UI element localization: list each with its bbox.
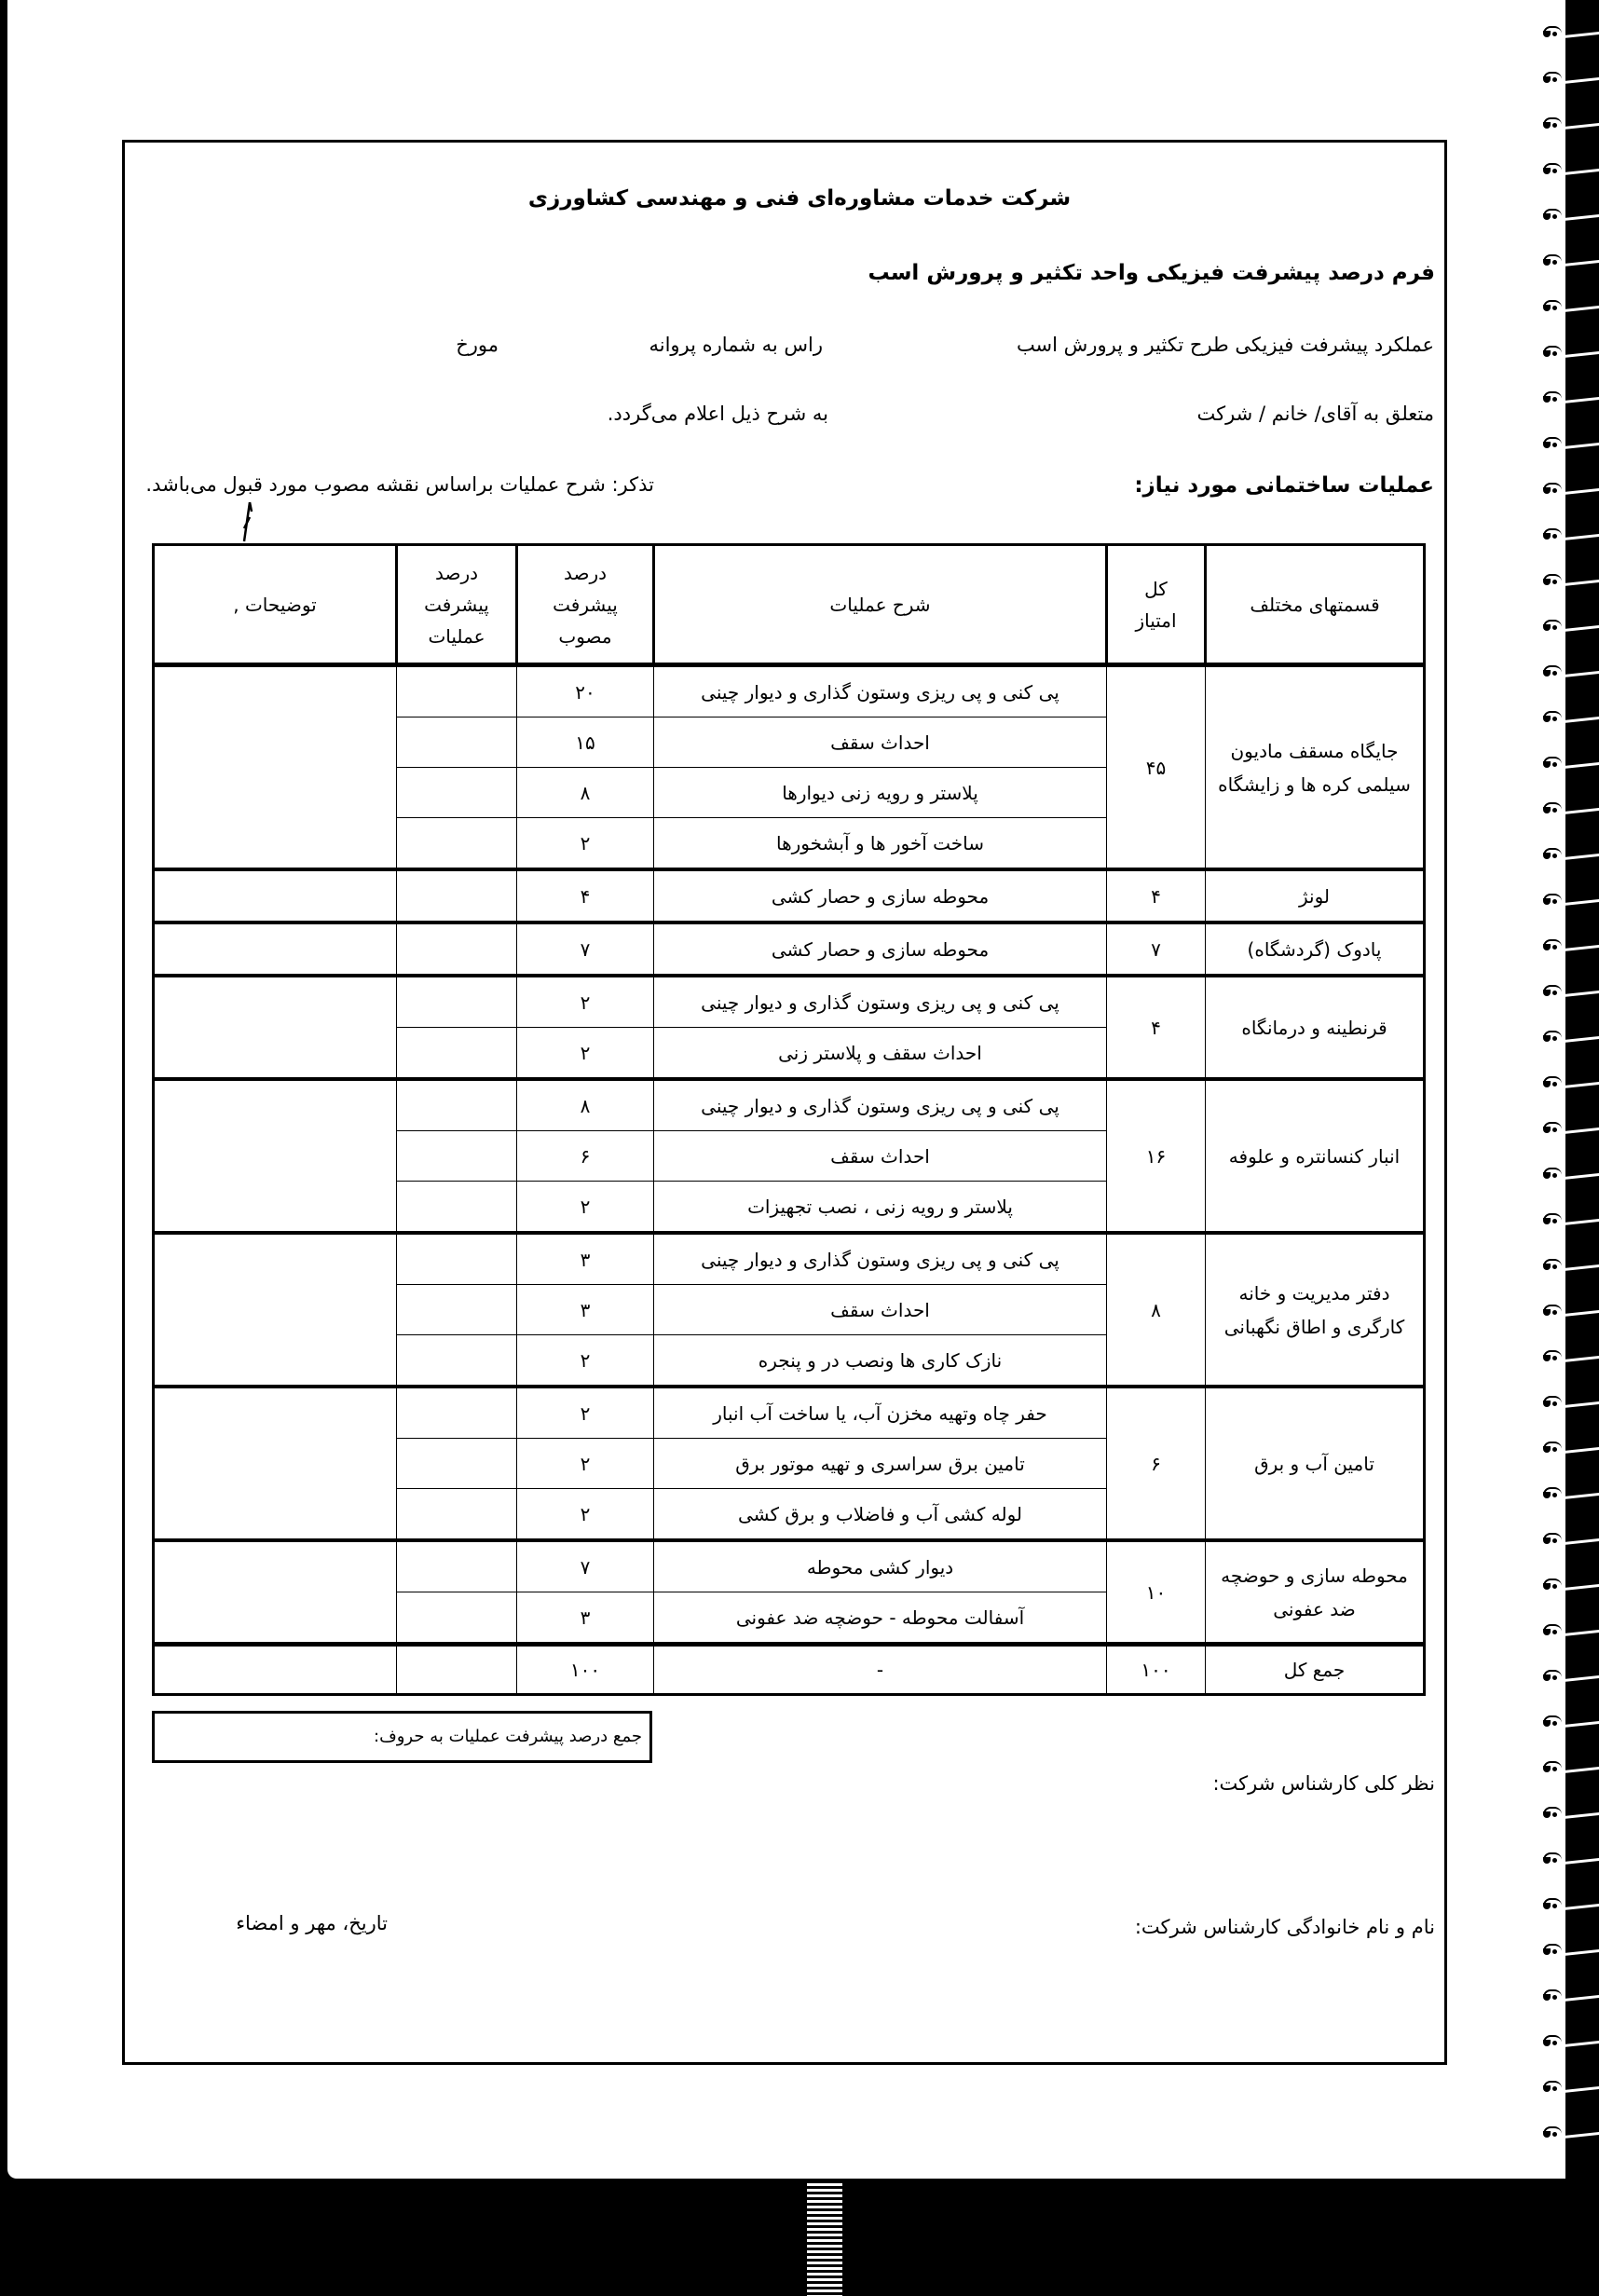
progress-pct-cell[interactable]	[397, 1439, 517, 1489]
bottom-binding-spine	[807, 2180, 842, 2296]
binding-coil-icon	[1543, 620, 1565, 631]
approved-pct-cell: ۶	[517, 1131, 654, 1182]
handwritten-pen-mark	[240, 500, 253, 543]
progress-pct-cell[interactable]	[397, 718, 517, 768]
binding-coil-icon	[1543, 711, 1565, 722]
binding-coil-icon	[1543, 391, 1565, 403]
binding-coil-icon	[1543, 1259, 1565, 1270]
binding-coil-icon	[1543, 483, 1565, 494]
total-progress-pct[interactable]	[397, 1645, 517, 1695]
binding-coil-icon	[1543, 1989, 1565, 2001]
binding-coil-icon	[1543, 1442, 1565, 1453]
approved-pct-cell: ۳	[517, 1233, 654, 1285]
binding-coil-icon	[1543, 26, 1565, 37]
company-name: شرکت خدمات مشاوره‌ای فنی و مهندسی کشاورزی	[527, 186, 1072, 211]
progress-pct-cell[interactable]	[397, 1489, 517, 1541]
notes-cell[interactable]	[154, 869, 397, 922]
approved-pct-cell: ۲	[517, 1335, 654, 1387]
binding-coil-icon	[1543, 1487, 1565, 1498]
owner-label: متعلق به آقای/ خانم / شرکت	[1196, 403, 1434, 425]
binding-coil-icon	[1543, 117, 1565, 129]
expert-name-label: نام و نام خانوادگی کارشناس شرکت:	[1134, 1916, 1435, 1938]
binding-coil-icon	[1543, 1944, 1565, 1955]
total-score-cell: ۱۶	[1107, 1079, 1206, 1233]
notes-cell[interactable]	[154, 1387, 397, 1540]
table-header-row	[154, 545, 1425, 665]
total-score-cell: ۷	[1107, 922, 1206, 976]
binding-coil-icon	[1543, 665, 1565, 676]
dated-label: مورخ	[456, 334, 499, 356]
total-score-cell: ۸	[1107, 1233, 1206, 1387]
approved-pct-cell: ۲	[517, 1387, 654, 1439]
operation-cell: پی کنی و پی ریزی وستون گذاری و دیوار چینی	[654, 1233, 1107, 1285]
progress-pct-cell[interactable]	[397, 1028, 517, 1080]
binding-coil-icon	[1543, 1122, 1565, 1133]
binding-coil-icon	[1543, 1213, 1565, 1224]
binding-coil-icon	[1543, 1624, 1565, 1635]
progress-pct-cell[interactable]	[397, 976, 517, 1028]
operation-cell: پلاستر و رویه زنی ، نصب تجهیزات	[654, 1182, 1107, 1234]
binding-coil-icon	[1543, 802, 1565, 813]
sum-in-words-box[interactable]	[152, 1711, 652, 1763]
operation-cell: احداث سقف	[654, 1285, 1107, 1335]
operation-cell: احداث سقف و پلاستر زنی	[654, 1028, 1107, 1080]
binding-coil-icon	[1543, 939, 1565, 950]
total-approved-pct: ۱۰۰	[517, 1645, 654, 1695]
table-row	[154, 922, 1425, 976]
approved-pct-cell: ۲	[517, 976, 654, 1028]
progress-pct-cell[interactable]	[397, 869, 517, 922]
progress-pct-cell[interactable]	[397, 665, 517, 718]
table-row	[154, 665, 1425, 718]
table-row	[154, 1233, 1425, 1285]
license-number-label: راس به شماره پروانه	[649, 334, 823, 356]
binding-coil-icon	[1543, 894, 1565, 905]
binding-coil-icon	[1543, 1076, 1565, 1087]
operation-cell: محوطه سازی و حصار کشی	[654, 869, 1107, 922]
binding-coil-icon	[1543, 1031, 1565, 1042]
approved-pct-cell: ۲	[517, 1028, 654, 1080]
spiral-binding-strip	[1565, 0, 1599, 2179]
approved-pct-cell: ۲۰	[517, 665, 654, 718]
operation-cell: آسفالت محوطه - حوضچه ضد عفونی	[654, 1592, 1107, 1645]
progress-pct-cell[interactable]	[397, 1182, 517, 1234]
operation-cell: لوله کشی آب و فاضلاب و برق کشی	[654, 1489, 1107, 1541]
binding-coil-icon	[1543, 1898, 1565, 1909]
progress-pct-cell[interactable]	[397, 1387, 517, 1439]
operation-cell: نازک کاری ها ونصب در و پنجره	[654, 1335, 1107, 1387]
progress-pct-cell[interactable]	[397, 1540, 517, 1592]
progress-pct-cell[interactable]	[397, 1079, 517, 1131]
progress-pct-cell[interactable]	[397, 1233, 517, 1285]
total-score-cell: ۶	[1107, 1387, 1206, 1540]
total-score-cell: ۴۵	[1107, 665, 1206, 870]
total-score-cell: ۴	[1107, 869, 1206, 922]
header-total-score: کل امتیاز	[1107, 545, 1206, 665]
operation-cell: محوطه سازی و حصار کشی	[654, 922, 1107, 976]
total-score-cell: ۱۰	[1107, 1540, 1206, 1645]
total-label: جمع کل	[1206, 1645, 1425, 1695]
operation-cell: دیوار کشی محوطه	[654, 1540, 1107, 1592]
binding-coil-icon	[1543, 2035, 1565, 2046]
table-row	[154, 1540, 1425, 1592]
section-cell: جایگاه مسقف مادیون سیلمی کره ها و زایشگاه	[1206, 665, 1425, 870]
binding-coil-icon	[1543, 1852, 1565, 1864]
sum-in-words-label: جمع درصد پیشرفت عملیات به حروف:	[374, 1727, 642, 1746]
operation-cell: احداث سقف	[654, 1131, 1107, 1182]
expert-opinion-label: نظر کلی کارشناس شرکت:	[1212, 1772, 1435, 1795]
date-stamp-signature-label: تاریخ، مهر و امضاء	[236, 1912, 388, 1934]
announce-text: به شرح ذیل اعلام می‌گردد.	[607, 403, 828, 425]
progress-table	[152, 543, 1426, 1696]
header-progress-pct: درصد پیشرفت عملیات	[397, 545, 517, 665]
operation-cell: تامین برق سراسری و تهیه موتور برق	[654, 1439, 1107, 1489]
operation-cell: حفر چاه وتهیه مخزن آب، یا ساخت آب انبار	[654, 1387, 1107, 1439]
table-total-row	[154, 1645, 1425, 1695]
binding-coil-icon	[1543, 1578, 1565, 1590]
header-operation: شرح عملیات	[654, 545, 1107, 665]
approved-pct-cell: ۸	[517, 768, 654, 818]
section-cell: محوطه سازی و حوضچه ضد عفونی	[1206, 1540, 1425, 1645]
operation-cell: پلاستر و رویه زنی دیوارها	[654, 768, 1107, 818]
notes-cell[interactable]	[154, 922, 397, 976]
form-title: فرم درصد پیشرفت فیزیکی واحد تکثیر و پرورش اسب	[868, 261, 1435, 285]
progress-pct-cell[interactable]	[397, 1592, 517, 1645]
table-row	[154, 976, 1425, 1028]
binding-coil-icon	[1543, 1807, 1565, 1818]
notes-cell[interactable]	[154, 1540, 397, 1645]
section-cell: دفتر مدیریت و خانه کارگری و اطاق نگهبانی	[1206, 1233, 1425, 1387]
operation-cell: پی کنی و پی ریزی وستون گذاری و دیوار چینی	[654, 1079, 1107, 1131]
header-approved-pct: درصد پیشرفت مصوب	[517, 545, 654, 665]
binding-coil-icon	[1543, 1761, 1565, 1772]
operation-cell: پی کنی و پی ریزی وستون گذاری و دیوار چینی	[654, 976, 1107, 1028]
section-cell: انبار کنسانتره و علوفه	[1206, 1079, 1425, 1233]
binding-coil-icon	[1543, 1533, 1565, 1544]
total-score-cell: ۴	[1107, 976, 1206, 1079]
binding-coil-icon	[1543, 848, 1565, 859]
binding-coil-icon	[1543, 300, 1565, 311]
total-operation: -	[654, 1645, 1107, 1695]
section-cell: تامین آب و برق	[1206, 1387, 1425, 1540]
required-operations-heading: عملیات ساختمانی مورد نیاز:	[1134, 473, 1434, 498]
approved-pct-cell: ۳	[517, 1592, 654, 1645]
binding-coil-icon	[1543, 437, 1565, 448]
total-score: ۱۰۰	[1107, 1645, 1206, 1695]
approved-pct-cell: ۲	[517, 1439, 654, 1489]
binding-coil-icon	[1543, 2081, 1565, 2092]
approved-pct-cell: ۳	[517, 1285, 654, 1335]
section-cell: پادوک (گردشگاه)	[1206, 922, 1425, 976]
total-notes[interactable]	[154, 1645, 397, 1695]
header-section: قسمتهای مختلف	[1206, 545, 1425, 665]
notes-cell[interactable]	[154, 1233, 397, 1387]
operation-cell: ساخت آخور ها و آبشخورها	[654, 818, 1107, 870]
approved-pct-cell: ۲	[517, 1489, 654, 1541]
binding-coil-icon	[1543, 72, 1565, 83]
approved-pct-cell: ۷	[517, 922, 654, 976]
table-row	[154, 869, 1425, 922]
section-cell: لونژ	[1206, 869, 1425, 922]
binding-coil-icon	[1543, 1305, 1565, 1316]
operation-cell: احداث سقف	[654, 718, 1107, 768]
binding-coil-icon	[1543, 1670, 1565, 1681]
binding-coil-icon	[1543, 1715, 1565, 1727]
approved-pct-cell: ۲	[517, 1182, 654, 1234]
binding-coil-icon	[1543, 985, 1565, 996]
table-row	[154, 1079, 1425, 1131]
plan-note: تذکر: شرح عملیات براساس نقشه مصوب مورد قبول می‌باشد.	[145, 473, 654, 496]
binding-coil-icon	[1543, 574, 1565, 585]
approved-pct-cell: ۱۵	[517, 718, 654, 768]
binding-coil-icon	[1543, 163, 1565, 174]
progress-pct-cell[interactable]	[397, 922, 517, 976]
section-cell: قرنطینه و درمانگاه	[1206, 976, 1425, 1079]
binding-coil-icon	[1543, 346, 1565, 357]
binding-coil-icon	[1543, 1168, 1565, 1179]
progress-pct-cell[interactable]	[397, 1335, 517, 1387]
approved-pct-cell: ۸	[517, 1079, 654, 1131]
progress-pct-cell[interactable]	[397, 818, 517, 870]
binding-coil-icon	[1543, 1396, 1565, 1407]
binding-coil-icon	[1543, 528, 1565, 540]
operation-cell: پی کنی و پی ریزی وستون گذاری و دیوار چینی	[654, 665, 1107, 718]
progress-pct-cell[interactable]	[397, 1131, 517, 1182]
notes-cell[interactable]	[154, 665, 397, 870]
binding-coil-icon	[1543, 2126, 1565, 2138]
approved-pct-cell: ۲	[517, 818, 654, 870]
notes-cell[interactable]	[154, 1079, 397, 1233]
performance-label: عملکرد پیشرفت فیزیکی طرح تکثیر و پرورش اسب	[1016, 334, 1434, 356]
notes-cell[interactable]	[154, 976, 397, 1079]
table-row	[154, 1387, 1425, 1439]
approved-pct-cell: ۷	[517, 1540, 654, 1592]
header-notes: توضیحات ,	[154, 545, 397, 665]
binding-coil-icon	[1543, 1350, 1565, 1361]
binding-coil-icon	[1543, 254, 1565, 266]
approved-pct-cell: ۴	[517, 869, 654, 922]
binding-coil-icon	[1543, 757, 1565, 768]
progress-pct-cell[interactable]	[397, 1285, 517, 1335]
progress-pct-cell[interactable]	[397, 768, 517, 818]
